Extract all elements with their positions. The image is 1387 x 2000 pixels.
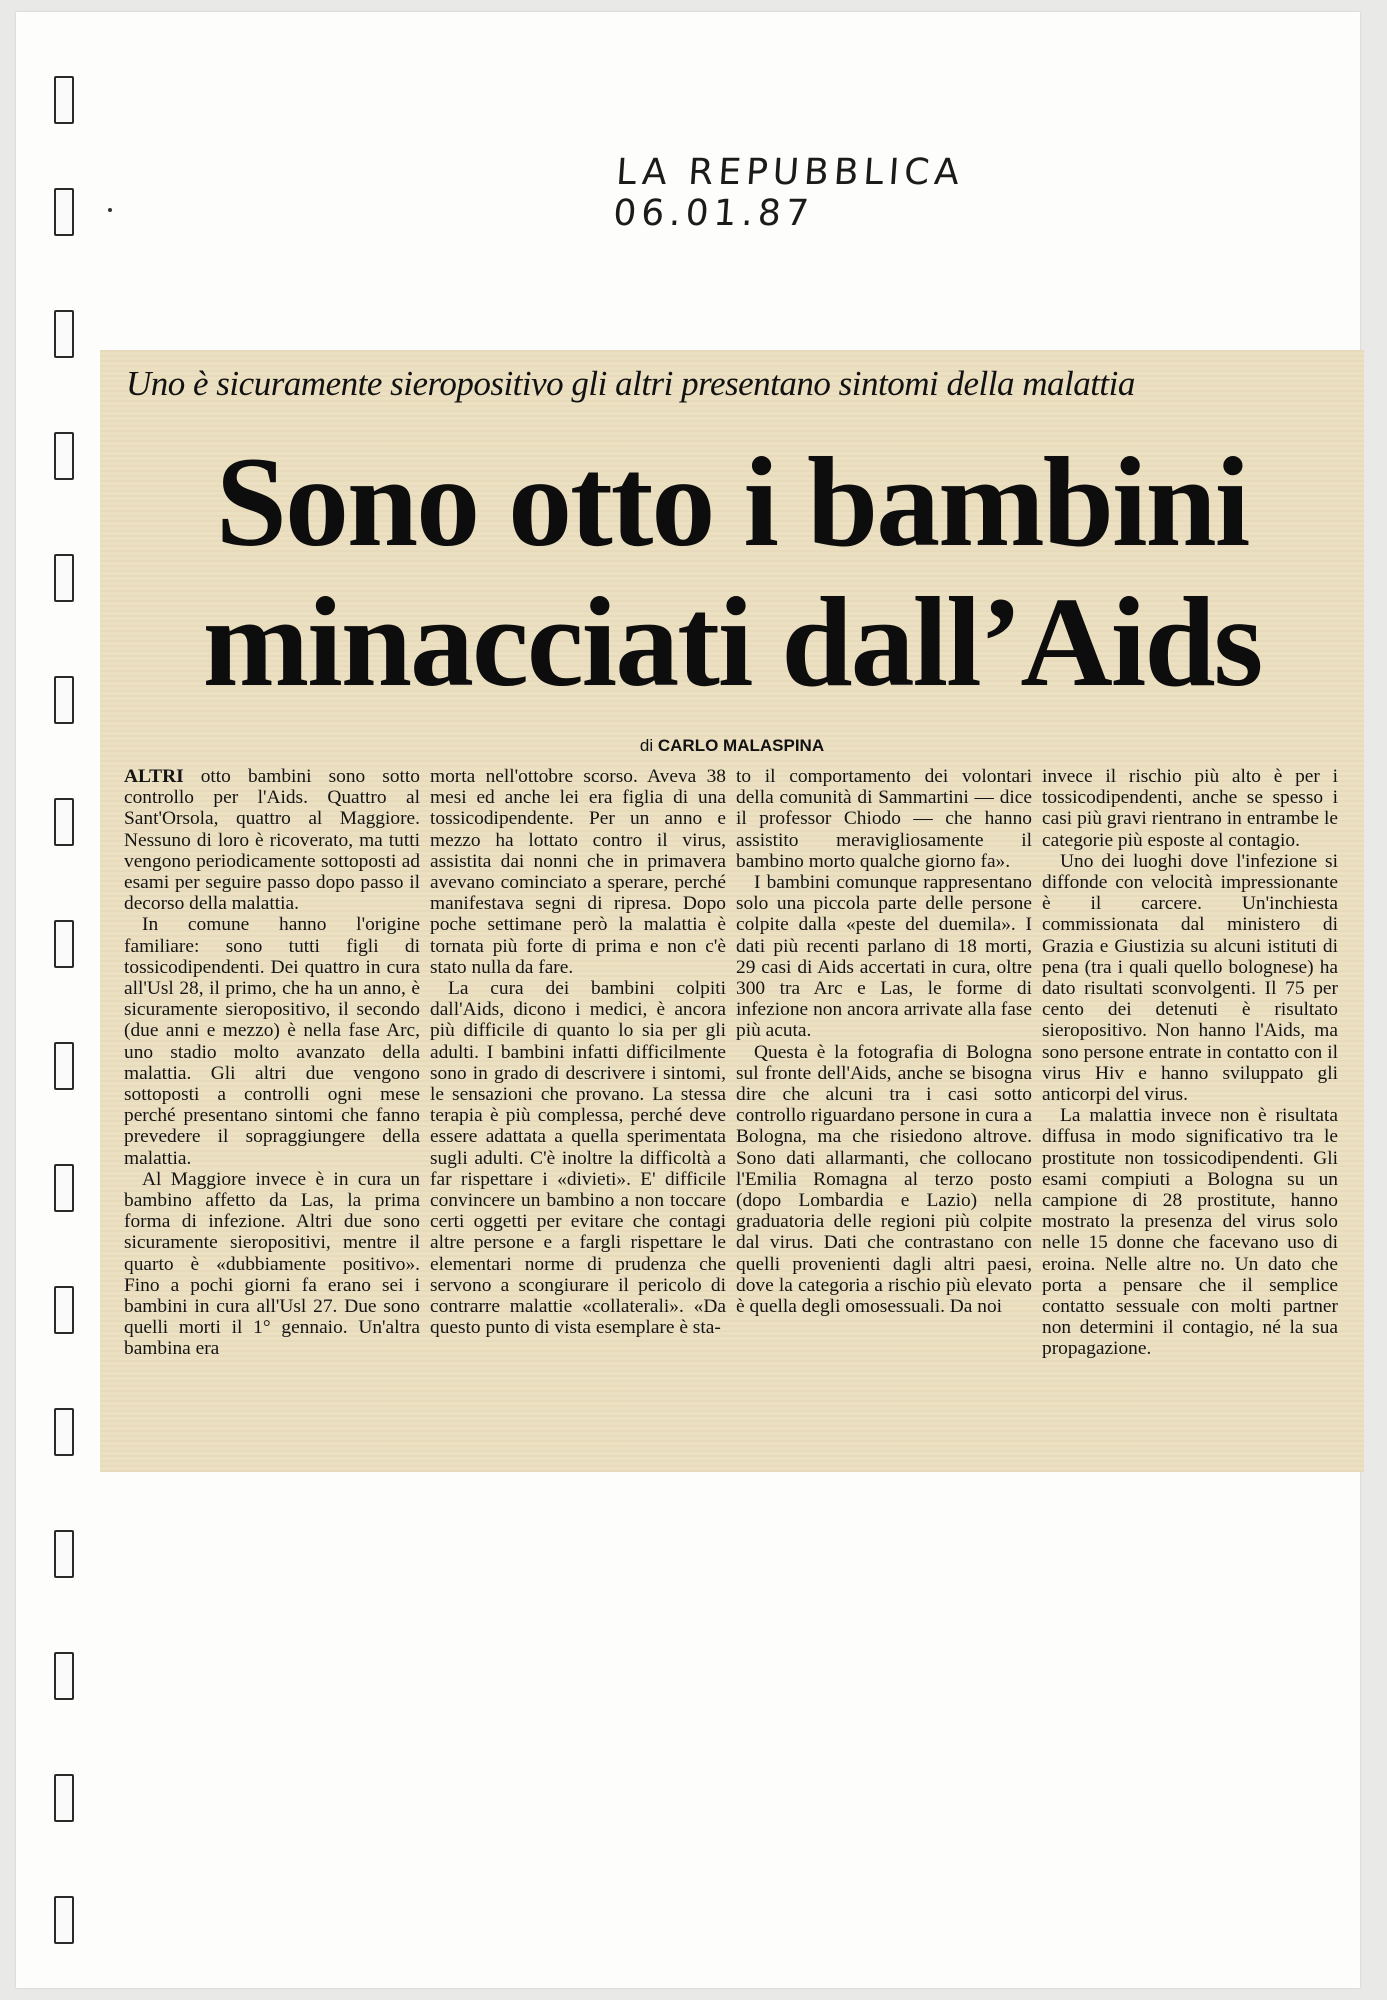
headline-line-1: Sono otto i bambini — [215, 431, 1249, 573]
binder-hole — [54, 1164, 74, 1212]
article-paragraph: La cura dei bambini colpiti dall'Aids, dicono i medici, è ancora più difficile di quanto lo sia per gli adulti. I bambini infatti difficilmente sono in grado di descrivere i sintomi, le sensazioni che provano. La stessa terapia è più complessa, perché deve essere adattata a quella sperimentata sugli adulti. C'è inoltre la difficoltà a far rispettare i «divieti». E' difficile convincere un bambino a non toccare certi oggetti per evitare che contagi altre persone e a fargli rispettare le elementari norme di prudenza che servono a scongiurare il pericolo di contrarre malattie «collaterali». «Da questo punto di vista esemplare è sta- — [430, 978, 726, 1339]
article-paragraph: morta nell'ottobre scorso. Aveva 38 mesi ed anche lei era figlia di una tossicodipendente. Per un anno e mezzo ha lottato contro il virus, assistita dai nonni che in primavera avevano cominciato a sperare, perché manifestava segni di ripresa. Dopo poche settimane però la malattia è tornata più forte di prima e non c'è stato nulla da fare. — [430, 766, 726, 978]
binder-hole — [54, 310, 74, 358]
headline-line-2: minacciati dall’Aids — [202, 571, 1262, 713]
binder-hole — [54, 76, 74, 124]
binder-hole — [54, 798, 74, 846]
binder-hole — [54, 1042, 74, 1090]
binder-hole — [54, 1896, 74, 1944]
handwritten-source-note: LA REPUBBLICA 06.01.87 — [612, 152, 966, 234]
article-column-2 — [430, 766, 726, 1338]
article-paragraph: Al Maggiore invece è in cura un bambino affetto da Las, la prima forma di infezione. Altri due sono sicuramente sieropositivi, mentre il quarto è «dubbiamente positivo». Fino a pochi giorni fa erano sei i bambini in cura all'Usl 27. Due sono quelli morti il 1° gennaio. Un'altra bambina era — [124, 1168, 420, 1360]
article-paragraph: In comune hanno l'origine familiare: sono tutti figli di tossicodipendenti. Dei quattro in cura all'Usl 28, il primo, che ha un anno, è sicuramente sieropositivo, il secondo (due anni e mezzo) è nella fase Arc, uno stadio molto avanzato della malattia. Gli altri due vengono sottoposti a controlli ogni mese perché presentano sintomi che fanno prevedere il sopraggiungere della malattia. — [124, 914, 420, 1169]
binder-hole — [54, 920, 74, 968]
lead-word: ALTRI — [124, 766, 184, 787]
article-paragraph: La malattia invece non è risultata diffusa in modo significativo tra le prostitute non tossicodipendenti. Gli esami compiuti a Bologna su un campione di 28 prostitute, hanno mostrato la presenza del virus solo nelle 15 donne che facevano uso di eroina. Nelle altre no. Un dato che porta a pensare che il semplice contatto sessuale con molti partner non determini il contagio, né la sua propagazione. — [1042, 1105, 1338, 1360]
binder-hole — [54, 676, 74, 724]
article-paragraph: invece il rischio più alto è per i tossicodipendenti, anche se spesso i casi più gravi rientrano in entrambe le categorie più esposte al contagio. — [1042, 766, 1338, 851]
scanned-page — [16, 12, 1360, 1988]
article-column-3 — [736, 766, 1032, 1317]
binder-hole — [54, 1652, 74, 1700]
paragraph-text: otto bambini sono sotto controllo per l'Aids. Quattro al Sant'Orsola, quattro al Maggiore. Nessuno di loro è ricoverato, ma tutti vengono periodicamente sottoposti ad esami per seguire passo dopo passo il decorso della malattia. — [124, 766, 420, 915]
binder-hole — [54, 432, 74, 480]
byline-prefix: di — [639, 736, 654, 755]
stray-mark — [108, 208, 112, 212]
article-column-1 — [124, 766, 420, 1360]
article-paragraph: Uno dei luoghi dove l'infezione si diffonde con velocità impressionante è il carcere. Un'inchiesta commissionata dal ministero di Grazia e Giustizia su alcuni istituti di pena (tra i quali quello bolognese) ha dato risultati sconvolgenti. Il 75 per cento dei detenuti è risultato sieropositivo. Non hanno l'Aids, ma sono persone entrate in contatto con il virus Hiv e hanno sviluppato gli anticorpi del virus. — [1042, 850, 1338, 1106]
binder-hole — [54, 1530, 74, 1578]
binder-hole — [54, 1408, 74, 1456]
byline-author: CARLO MALASPINA — [657, 736, 825, 755]
binder-hole — [54, 554, 74, 602]
binder-hole — [54, 188, 74, 236]
byline — [100, 736, 1364, 756]
article-column-4 — [1042, 766, 1338, 1360]
newspaper-clipping — [100, 350, 1364, 1472]
article-paragraph: to il comportamento dei volontari della comunità di Sammartini — dice il professor Chiodo — che hanno assistito meravigliosamente il bambino morto qualche giorno fa». — [736, 766, 1032, 872]
article-body — [124, 766, 1344, 1466]
article-kicker: Uno è sicuramente sieropositivo gli altri presentano sintomi della malattia — [126, 364, 1135, 403]
article-paragraph — [124, 766, 420, 914]
article-paragraph: I bambini comunque rappresentano solo una piccola parte delle persone colpite dalla «peste del duemila». I dati più recenti parlano di 18 morti, 29 casi di Aids accertati in cura, oltre 300 tra Arc e Las, le forme di infezione non ancora arrivate alla fase più acuta. — [736, 872, 1032, 1042]
article-paragraph: Questa è la fotografia di Bologna sul fronte dell'Aids, anche se bisogna dire che alcuni tra i casi sotto controllo riguardano persone in cura a Bologna, ma che risiedono altrove. Sono dati allarmanti, che collocano l'Emilia Romagna al terzo posto (dopo Lombardia e Lazio) nella graduatoria delle regioni più colpite dal virus. Dati che contrastano con quelli provenienti dagli altri paesi, dove la categoria a rischio più elevato è quella degli omosessuali. Da noi — [736, 1041, 1032, 1318]
binder-hole — [54, 1286, 74, 1334]
binder-hole — [54, 1774, 74, 1822]
